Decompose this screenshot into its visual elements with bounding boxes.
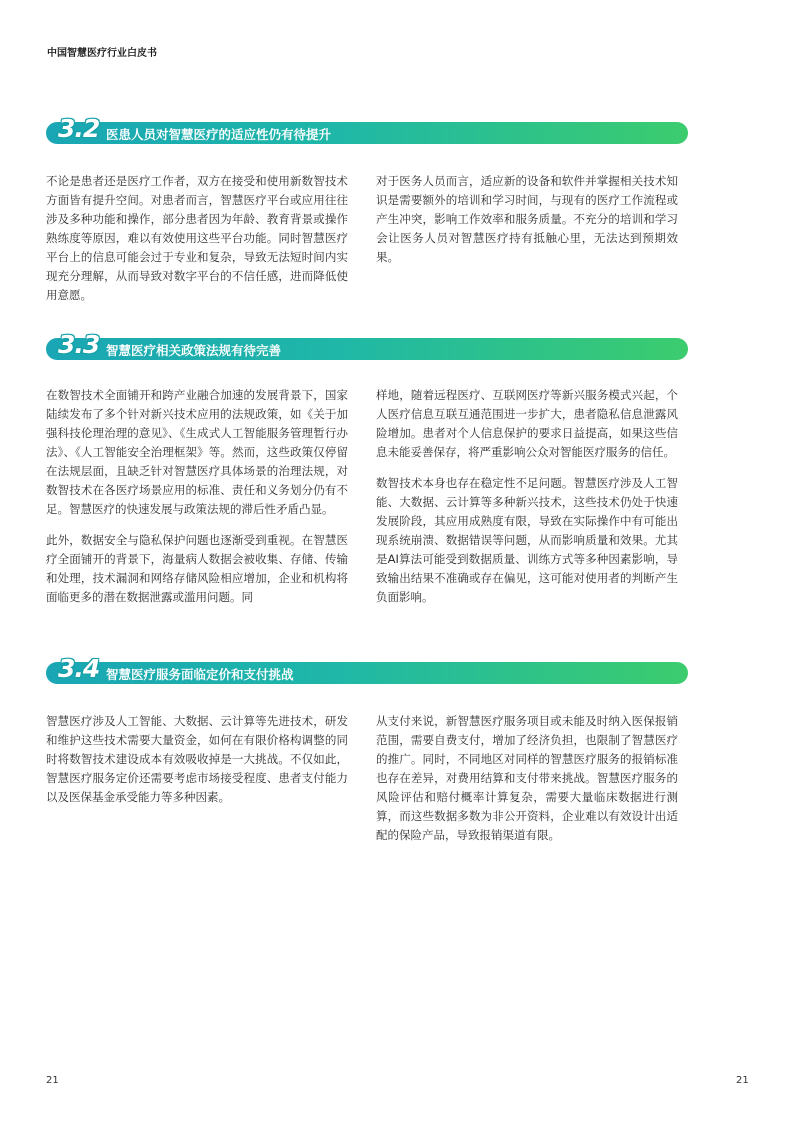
section-header-3-2	[46, 114, 688, 144]
paragraph: 样地，随着远程医疗、互联网医疗等新兴服务模式兴起，个人医疗信息互联互通范围进一步扩大，患者隐私信息泄露风险增加。患者对个人信息保护的要求日益提高，如果这些信息未能妥善保存，将严重影响公众对智能医疗服务的信任。	[376, 388, 678, 459]
section-3-2-right-column	[376, 172, 678, 267]
section-title: 智慧医疗服务面临定价和支付挑战	[106, 667, 294, 682]
section-header-3-3	[46, 330, 688, 360]
paragraph: 对于医务人员而言，适应新的设备和软件并掌握相关技术知识是需要额外的培训和学习时间，与现有的医疗工作流程或产生冲突，影响工作效率和服务质量。不充分的培训和学习会让医务人员对智慧医疗持有抵触心里，无法达到预期效果。	[376, 174, 678, 264]
section-title: 智慧医疗相关政策法规有待完善	[106, 343, 282, 358]
section-title: 医患人员对智慧医疗的适应性仍有待提升	[106, 127, 332, 142]
section-3-2-left-column	[46, 172, 348, 305]
section-number: 3.3	[58, 330, 100, 359]
paragraph: 智慧医疗涉及人工智能、大数据、云计算等先进技术，研发和维护这些技术需要大量资金，如何在有限价格构调整的同时将数智技术建设成本有效吸收掉是一大挑战。不仅如此，智慧医疗服务定价还需要考虑市场接受程度、患者支付能力以及医保基金承受能力等多种因素。	[46, 714, 348, 804]
paragraph: 从支付来说，新智慧医疗服务项目或未能及时纳入医保报销范围，需要自费支付，增加了经济负担，也限制了智慧医疗的推广。同时，不同地区对同样的智慧医疗服务的报销标准也存在差异，对费用结算和支付带来挑战。智慧医疗服务的风险评估和赔付概率计算复杂，需要大量临床数据进行测算，而这些数据多数为非公开资料，企业难以有效设计出适配的保险产品，导致报销渠道有限。	[376, 714, 678, 842]
page-number-right: 21	[736, 1075, 749, 1086]
section-3-3-right-column	[376, 386, 678, 607]
section-header-3-4	[46, 654, 688, 684]
section-number: 3.4	[58, 654, 100, 683]
paragraph: 不论是患者还是医疗工作者，双方在接受和使用新数智技术方面皆有提升空间。对患者而言，智慧医疗平台或应用往往涉及多种功能和操作，部分患者因为年龄、教育背景或操作熟练度等原因，难以有效使用这些平台功能。同时智慧医疗平台上的信息可能会过于专业和复杂，导致无法短时间内实现充分理解，从而导致对数字平台的不信任感，进而降低使用意愿。	[46, 174, 348, 302]
paragraph: 此外，数据安全与隐私保护问题也逐渐受到重视。在智慧医疗全面铺开的背景下，海量病人数据会被收集、存储、传输和处理，技术漏洞和网络存储风险相应增加，企业和机构将面临更多的潜在数据泄露或滥用问题。同	[46, 533, 348, 604]
paragraph: 数智技术本身也存在稳定性不足问题。智慧医疗涉及人工智能、大数据、云计算等多种新兴技术，这些技术仍处于快速发展阶段，其应用成熟度有限，导致在实际操作中有可能出现系统崩溃、数据错误等问题，从而影响质量和效果。尤其是AI算法可能受到数据质量、训练方式等多种因素影响，导致输出结果不准确或存在偏见，这可能对使用者的判断产生负面影响。	[376, 476, 678, 604]
page-number-left: 21	[46, 1075, 59, 1086]
running-header: 中国智慧医疗行业白皮书	[47, 48, 157, 59]
section-3-3-left-column	[46, 386, 348, 607]
section-3-4-right-column	[376, 712, 678, 845]
section-3-4-left-column	[46, 712, 348, 807]
paragraph: 在数智技术全面铺开和跨产业融合加速的发展背景下，国家陆续发布了多个针对新兴技术应用的法规政策，如《关于加强科技伦理治理的意见》、《生成式人工智能服务管理暂行办法》、《人工智能安全治理框架》等。然而，这些政策仅停留在法规层面，且缺乏针对智慧医疗具体场景的治理法规，对数智技术在各医疗场景应用的标准、责任和义务划分仍有不足。智慧医疗的快速发展与政策法规的滞后性矛盾凸显。	[46, 388, 348, 516]
section-number: 3.2	[58, 114, 100, 143]
